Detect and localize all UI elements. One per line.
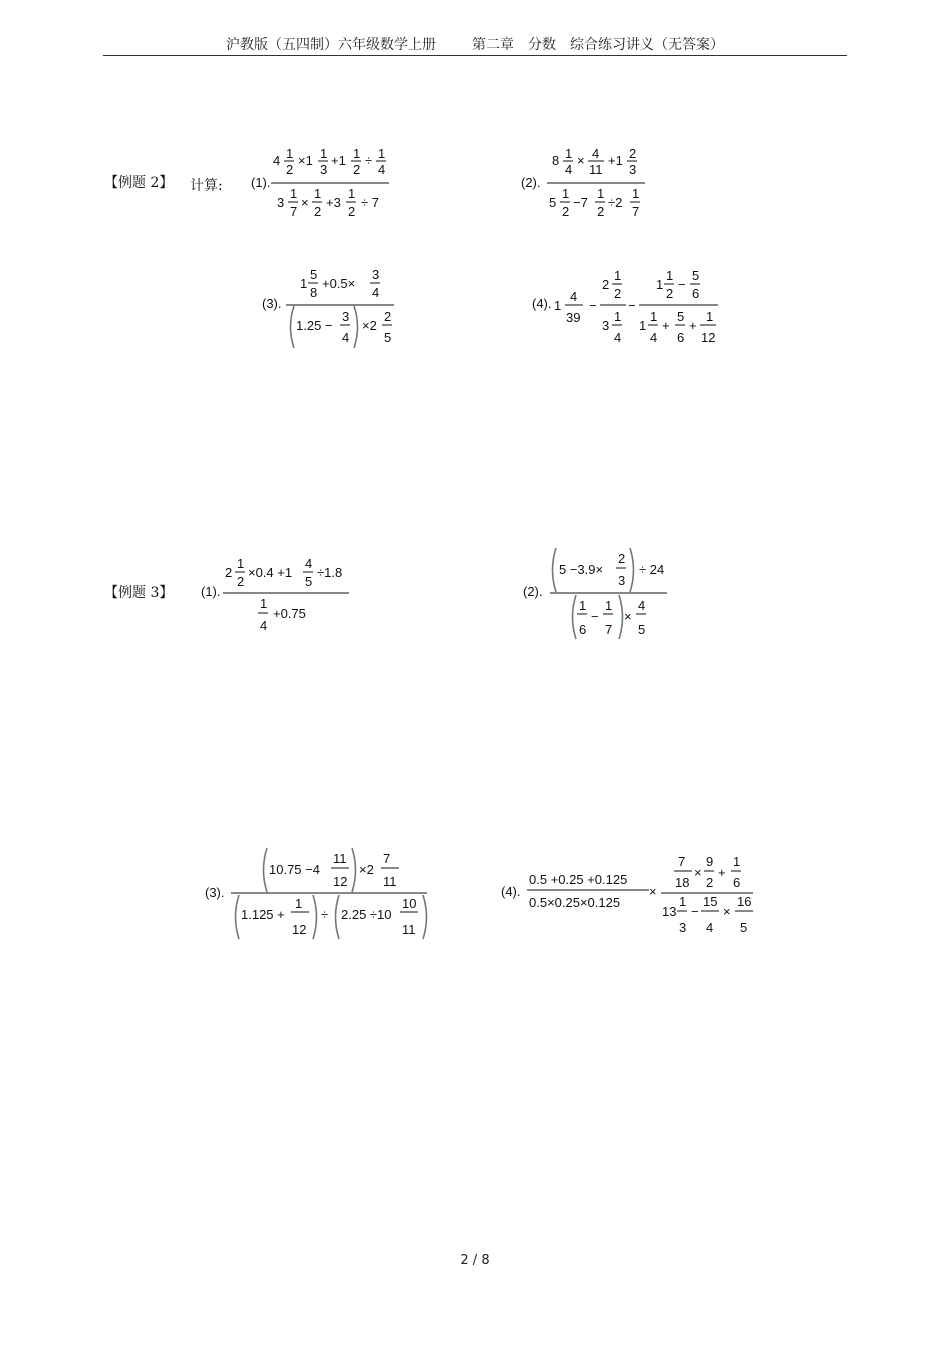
svg-text:÷1.8: ÷1.8 (317, 565, 343, 580)
example-2-problem-2 (521, 145, 671, 230)
svg-text:1: 1 (679, 894, 687, 909)
svg-text:1: 1 (666, 268, 674, 283)
svg-text:5: 5 (740, 920, 748, 935)
svg-text:5: 5 (549, 195, 557, 210)
svg-text:1: 1 (565, 146, 573, 161)
svg-text:2.25 ÷10: 2.25 ÷10 (341, 907, 392, 922)
svg-text:1: 1 (605, 598, 613, 613)
svg-text:+0.75: +0.75 (273, 606, 306, 621)
svg-text:+1: +1 (608, 153, 623, 168)
svg-text:1: 1 (260, 596, 268, 611)
svg-text:×: × (577, 153, 585, 168)
page-header (0, 34, 950, 54)
svg-text:3: 3 (320, 162, 328, 177)
svg-text:4: 4 (592, 146, 600, 161)
header-book-title: 沪教版（五四制）六年级数学上册 (226, 37, 436, 53)
svg-text:15: 15 (703, 894, 718, 909)
svg-text:1: 1 (554, 298, 562, 313)
svg-text:6: 6 (692, 286, 700, 301)
svg-text:12: 12 (292, 922, 307, 937)
svg-text:×: × (723, 904, 731, 919)
svg-text:18: 18 (675, 875, 690, 890)
svg-text:1: 1 (639, 318, 647, 333)
svg-text:÷2: ÷2 (608, 195, 623, 210)
svg-text:3: 3 (679, 920, 687, 935)
svg-text:1: 1 (353, 146, 361, 161)
svg-text:1.125 +: 1.125 + (241, 907, 285, 922)
svg-text:6: 6 (579, 622, 587, 637)
svg-text:+3: +3 (326, 195, 341, 210)
svg-text:4: 4 (378, 162, 386, 177)
svg-text:11: 11 (402, 922, 416, 937)
svg-text:3: 3 (342, 309, 350, 324)
svg-text:4: 4 (638, 598, 646, 613)
page-number: 2 / 8 (460, 1253, 490, 1268)
svg-text:2: 2 (562, 204, 570, 219)
problem-expression (205, 845, 445, 945)
svg-text:−: − (691, 904, 699, 919)
svg-text:4: 4 (650, 330, 658, 345)
svg-text:1: 1 (614, 309, 622, 324)
svg-text:2: 2 (225, 565, 233, 580)
svg-text:1: 1 (579, 598, 587, 613)
svg-text:2: 2 (348, 204, 356, 219)
problem-label: (1). (251, 175, 271, 190)
svg-text:×: × (301, 195, 309, 210)
svg-text:+: + (689, 318, 697, 333)
svg-text:7: 7 (605, 622, 613, 637)
svg-text:1: 1 (632, 186, 640, 201)
svg-text:2: 2 (618, 551, 626, 566)
example-3-problem-1 (201, 552, 361, 637)
svg-text:11: 11 (333, 851, 347, 866)
svg-text:×: × (649, 884, 657, 899)
svg-text:9: 9 (706, 854, 714, 869)
svg-text:−: − (589, 298, 597, 313)
svg-text:4: 4 (372, 285, 380, 300)
svg-text:2: 2 (353, 162, 361, 177)
svg-text:−7: −7 (573, 195, 588, 210)
svg-text:16: 16 (737, 894, 752, 909)
svg-text:2: 2 (314, 204, 322, 219)
svg-text:+1: +1 (331, 153, 346, 168)
problem-label: (3). (205, 885, 225, 900)
problem-expression (201, 552, 361, 637)
svg-text:10.75 −4: 10.75 −4 (269, 862, 320, 877)
svg-text:1.25 −: 1.25 − (296, 318, 333, 333)
svg-text:7: 7 (632, 204, 640, 219)
svg-text:4: 4 (342, 330, 350, 345)
example-3-problem-3 (205, 845, 445, 945)
svg-text:10: 10 (402, 896, 417, 911)
svg-text:1: 1 (348, 186, 356, 201)
svg-text:3: 3 (372, 267, 380, 282)
problem-expression (501, 850, 761, 940)
svg-text:÷ 7: ÷ 7 (361, 195, 379, 210)
svg-text:5: 5 (305, 574, 313, 589)
header-chapter-title: 第二章 分数 综合练习讲义（无答案） (472, 37, 724, 53)
svg-text:×1: ×1 (298, 153, 313, 168)
svg-text:÷: ÷ (365, 153, 373, 168)
example-2-problem-3 (262, 264, 412, 354)
svg-text:4: 4 (614, 330, 622, 345)
svg-text:4: 4 (260, 618, 268, 633)
svg-text:×2: ×2 (362, 318, 377, 333)
svg-text:4: 4 (305, 556, 313, 571)
example-2-label: 【例题 2】 (104, 175, 174, 191)
svg-text:2: 2 (286, 162, 294, 177)
svg-text:×: × (624, 609, 632, 624)
svg-text:1: 1 (295, 896, 303, 911)
svg-text:−: − (591, 609, 599, 624)
example-2-problem-4 (532, 264, 732, 354)
svg-text:+: + (662, 318, 670, 333)
svg-text:39: 39 (566, 310, 581, 325)
svg-text:8: 8 (310, 285, 318, 300)
svg-text:4: 4 (565, 162, 573, 177)
svg-text:13: 13 (662, 904, 677, 919)
svg-text:2: 2 (629, 146, 637, 161)
svg-text:2: 2 (614, 286, 622, 301)
svg-text:11: 11 (589, 162, 603, 177)
svg-text:2: 2 (237, 574, 245, 589)
svg-text:×0.4 +1: ×0.4 +1 (248, 565, 293, 580)
svg-text:5: 5 (692, 268, 700, 283)
svg-text:1: 1 (562, 186, 570, 201)
problem-expression (523, 545, 683, 645)
svg-text:2: 2 (706, 875, 714, 890)
problem-label: (4). (501, 884, 521, 899)
problem-label: (2). (523, 584, 543, 599)
svg-text:1: 1 (290, 186, 298, 201)
svg-text:1: 1 (286, 146, 294, 161)
svg-text:1: 1 (314, 186, 322, 201)
svg-text:6: 6 (677, 330, 685, 345)
svg-text:1: 1 (733, 854, 741, 869)
svg-text:12: 12 (333, 874, 348, 889)
problem-label: (3). (262, 296, 282, 311)
svg-text:4: 4 (706, 920, 714, 935)
svg-text:6: 6 (733, 875, 741, 890)
svg-text:8: 8 (552, 153, 560, 168)
svg-text:1: 1 (656, 277, 664, 292)
svg-text:7: 7 (290, 204, 298, 219)
svg-text:2: 2 (666, 286, 674, 301)
svg-text:3: 3 (618, 573, 626, 588)
problem-label: (1). (201, 584, 221, 599)
problem-expression (532, 264, 732, 354)
example-3-problem-2 (523, 545, 683, 645)
problem-expression (251, 145, 401, 230)
example-2-problem-1 (251, 145, 401, 230)
svg-text:5 −3.9×: 5 −3.9× (559, 562, 604, 577)
svg-text:1: 1 (706, 309, 714, 324)
example-2-instruction: 计算: (190, 178, 223, 194)
svg-text:1: 1 (650, 309, 658, 324)
problem-expression (521, 145, 671, 230)
example-3-label: 【例题 3】 (104, 585, 174, 601)
svg-text:4: 4 (273, 153, 281, 168)
svg-text:5: 5 (677, 309, 685, 324)
svg-text:3: 3 (629, 162, 637, 177)
svg-text:5: 5 (384, 330, 392, 345)
svg-text:0.5×0.25×0.125: 0.5×0.25×0.125 (529, 895, 621, 910)
example-3-problem-4 (501, 850, 761, 940)
svg-text:1: 1 (320, 146, 328, 161)
svg-text:5: 5 (638, 622, 646, 637)
svg-text:1: 1 (237, 556, 245, 571)
problem-label: (2). (521, 175, 541, 190)
svg-text:3: 3 (602, 318, 610, 333)
svg-text:5: 5 (310, 267, 318, 282)
svg-text:−: − (628, 298, 636, 313)
svg-text:7: 7 (383, 851, 391, 866)
svg-text:÷ 24: ÷ 24 (639, 562, 665, 577)
svg-text:×2: ×2 (359, 862, 374, 877)
svg-text:÷: ÷ (321, 907, 329, 922)
svg-text:+0.5×: +0.5× (322, 276, 356, 291)
svg-text:2: 2 (602, 277, 610, 292)
svg-text:1: 1 (614, 268, 622, 283)
svg-text:−: − (678, 277, 686, 292)
svg-text:7: 7 (678, 854, 686, 869)
svg-text:0.5 +0.25 +0.125: 0.5 +0.25 +0.125 (529, 872, 628, 887)
svg-text:×: × (694, 865, 702, 880)
svg-text:1: 1 (597, 186, 605, 201)
header-rule (103, 55, 847, 56)
svg-text:3: 3 (277, 195, 285, 210)
svg-text:1: 1 (300, 276, 308, 291)
problem-expression (262, 264, 412, 354)
problem-label: (4). (532, 296, 552, 311)
svg-text:2: 2 (384, 309, 392, 324)
svg-text:12: 12 (701, 330, 716, 345)
svg-text:+: + (718, 865, 726, 880)
svg-text:11: 11 (383, 874, 397, 889)
svg-text:1: 1 (378, 146, 386, 161)
svg-text:2: 2 (597, 204, 605, 219)
svg-text:4: 4 (570, 289, 578, 304)
